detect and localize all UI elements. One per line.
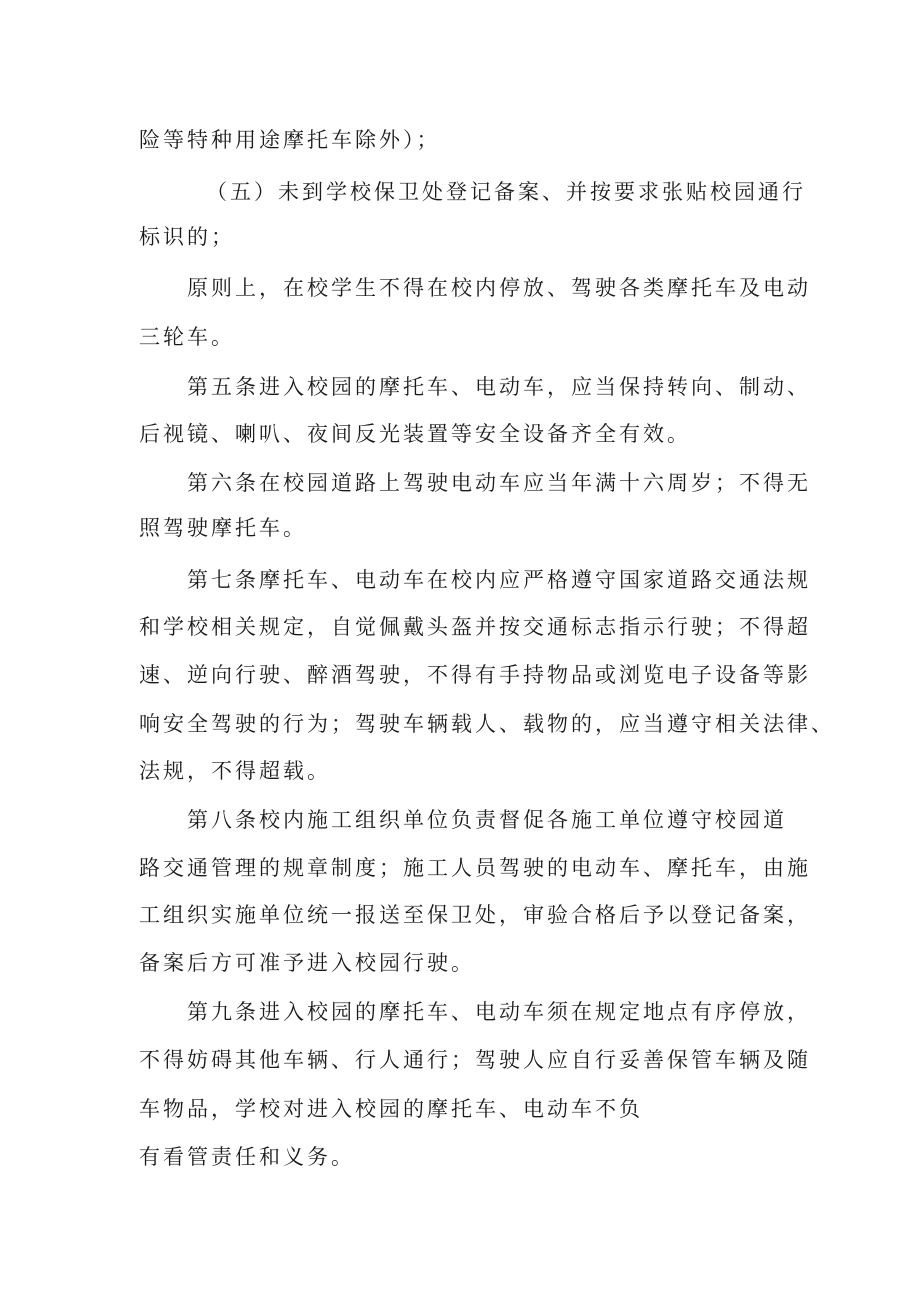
text-line: 有看管责任和义务。 xyxy=(139,1145,355,1169)
text-line: 后视镜、喇叭、夜间反光装置等安全设备齐全有效。 xyxy=(139,422,691,446)
text-line: 照驾驶摩托车。 xyxy=(139,516,307,540)
text-line: 险等特种用途摩托车除外）； xyxy=(139,128,441,152)
text-line: 第七条摩托车、电动车在校内应严格遵守国家道路交通法规 xyxy=(187,568,811,592)
text-line: 第六条在校园道路上驾驶电动车应当年满十六周岁；不得无 xyxy=(187,471,811,495)
text-line: 第五条进入校园的摩托车、电动车，应当保持转向、制动、 xyxy=(187,375,811,399)
text-line: 三轮车。 xyxy=(139,325,235,349)
text-line: 备案后方可准予进入校园行驶。 xyxy=(139,951,475,975)
text-line: 速、逆向行驶、醉酒驾驶，不得有手持物品或浏览电子设备等影 xyxy=(139,663,811,687)
text-line: 法规，不得超载。 xyxy=(139,759,331,783)
text-line: 路交通管理的规章制度；施工人员驾驶的电动车、摩托车，由施 xyxy=(139,856,811,880)
text-line: 不得妨碍其他车辆、行人通行；驾驶人应自行妥善保管车辆及随 xyxy=(139,1048,811,1072)
text-line: 响安全驾驶的行为；驾驶车辆载人、载物的，应当遵守相关法律、 xyxy=(139,712,835,736)
text-line: 车物品，学校对进入校园的摩托车、电动车不负 xyxy=(139,1097,643,1121)
text-line: 原则上，在校学生不得在校内停放、驾驶各类摩托车及电动 xyxy=(187,276,811,300)
text-line: 工组织实施单位统一报送至保卫处，审验合格后予以登记备案， xyxy=(139,903,811,927)
text-line: 标识的； xyxy=(139,225,235,249)
text-line: 和学校相关规定，自觉佩戴头盔并按交通标志指示行驶；不得超 xyxy=(139,615,811,639)
text-line: （五）未到学校保卫处登记备案、并按要求张贴校园通行 xyxy=(206,180,806,204)
text-line: 第八条校内施工组织单位负责督促各施工单位遵守校园道 xyxy=(187,808,787,832)
text-line: 第九条进入校园的摩托车、电动车须在规定地点有序停放， xyxy=(187,1000,811,1024)
